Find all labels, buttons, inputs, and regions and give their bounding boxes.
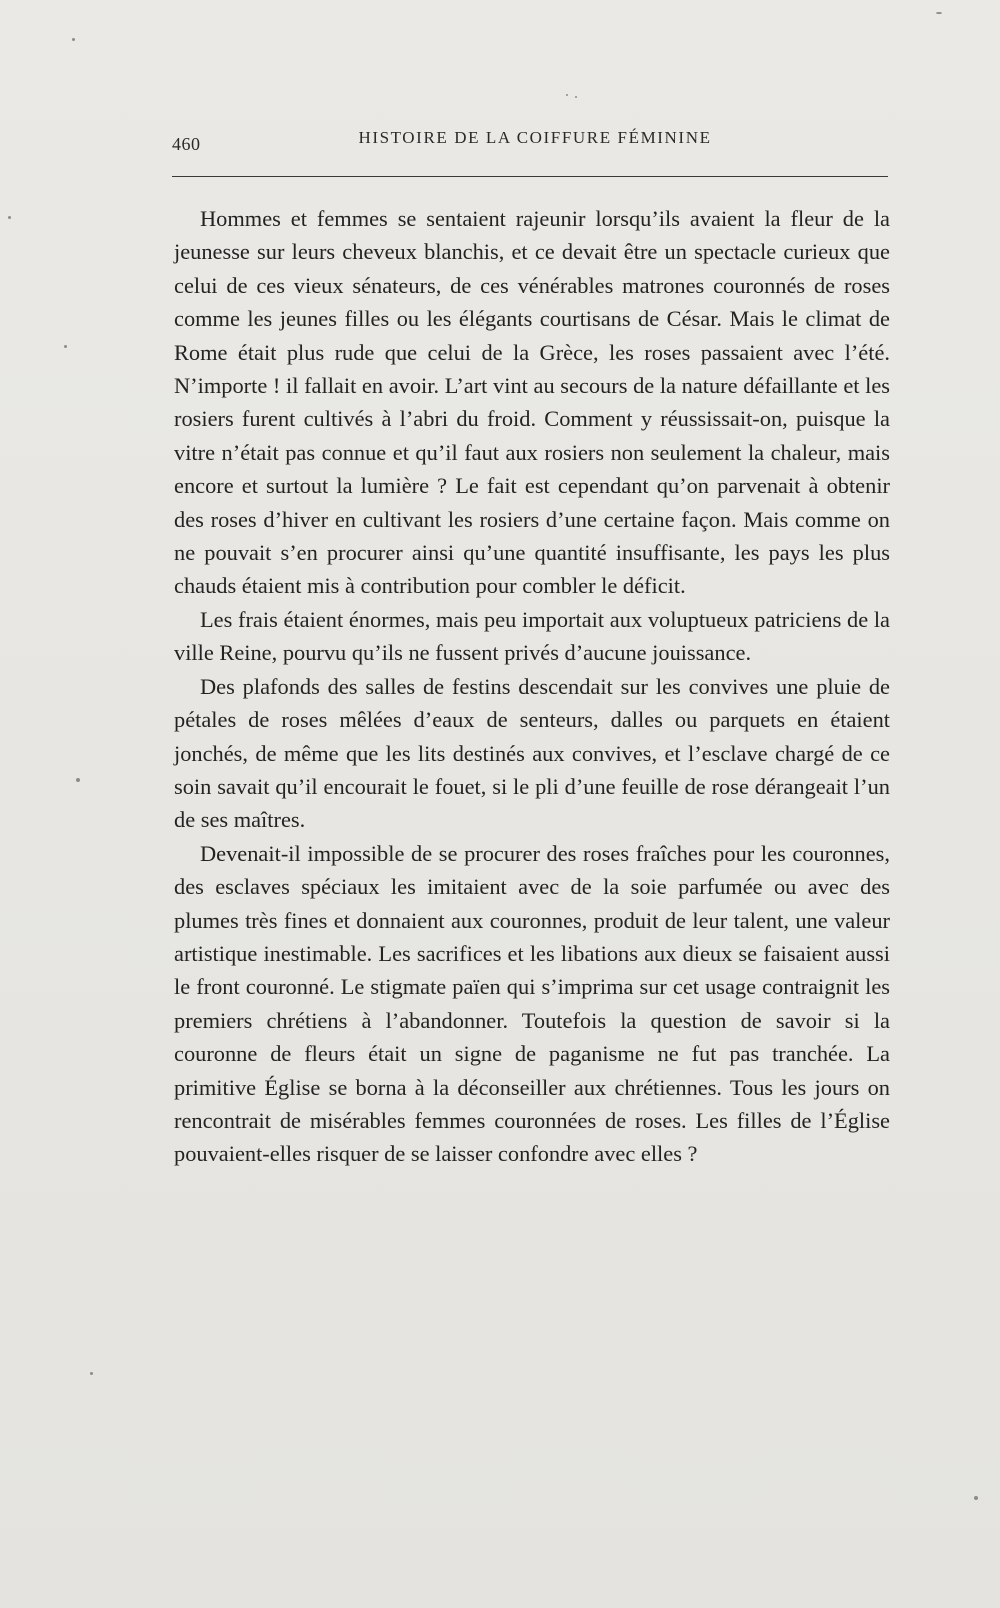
paper-speck [64, 345, 67, 348]
paper-speck [575, 96, 577, 98]
paragraph-artificial-crowns: Devenait-il impossible de se procurer des roses fraîches pour les couronnes, des esclaves spéciaux les imitaient avec de la soie parfumée ou avec des plumes très fines et donnaient aux couronnes, produit de leur talent, une valeur artistique inestimable. Les sacrifices et les libations aux dieux se faisaient aussi le front couronné. Le stigmate païen qui s’imprima sur cet usage contraignit les premiers chrétiens à l’abandonner. Toutefois la question de savoir si la couronne de fleurs était un signe de paganisme ne fut pas tranchée. La primitive Église se borna à la déconseiller aux chrétiennes. Tous les jours on rencontrait de misérables femmes couronnées de roses. Les filles de l’Église pouvaient-elles risquer de se laisser confondre avec elles ? [174, 840, 890, 1167]
running-header [172, 126, 888, 156]
paper-speck [90, 1372, 93, 1375]
paper-speck [76, 778, 80, 782]
paragraph-roses-in-rome: Hommes et femmes se sentaient rajeunir lorsqu’ils avaient la fleur de la jeunesse sur leurs cheveux blanchis, et ce devait être un spectacle curieux que celui de ces vieux sénateurs, de ces vénérables matrones couronnés de roses comme les jeunes filles ou les élégants courtisans de César. Mais le climat de Rome était plus rude que celui de la Grèce, les roses passaient avec l’été. N’importe ! il fallait en avoir. L’art vint au secours de la nature défaillante et les rosiers furent cultivés à l’abri du froid. Comment y réussissait-on, puisque la vitre n’était pas connue et qu’il faut aux rosiers non seulement la chaleur, mais encore et surtout la lumière ? Le fait est cependant qu’on parvenait à obtenir des roses d’hiver en cultivant les rosiers d’une certaine façon. Mais comme on ne pouvait s’en procurer ainsi qu’une quantité insuffisante, les pays les plus chauds étaient mis à contribution pour combler le déficit. [174, 206, 890, 599]
paper-speck [72, 38, 75, 41]
paper-speck [936, 12, 942, 14]
page-number: 460 [172, 134, 201, 154]
paragraph-feasts: Des plafonds des salles de festins descendait sur les convives une pluie de pétales de roses mêlées d’eaux de senteurs, dalles ou parquets en étaient jonchés, de même que les lits destinés aux convives, et l’esclave chargé de ce soin savait qu’il encourait le fouet, si le pli d’une feuille de rose dérangeait l’un de ses maîtres. [174, 673, 890, 833]
paragraph-costs: Les frais étaient énormes, mais peu importait aux voluptueux patriciens de la ville Reine, pourvu qu’ils ne fussent privés d’aucune jouissance. [174, 606, 890, 666]
paper-speck [8, 216, 11, 219]
header-rule [172, 176, 888, 177]
paper-speck [566, 94, 568, 96]
body-text [174, 202, 890, 1171]
running-title: HISTOIRE DE LA COIFFURE FÉMININE [358, 128, 712, 147]
paper-speck [974, 1496, 978, 1500]
